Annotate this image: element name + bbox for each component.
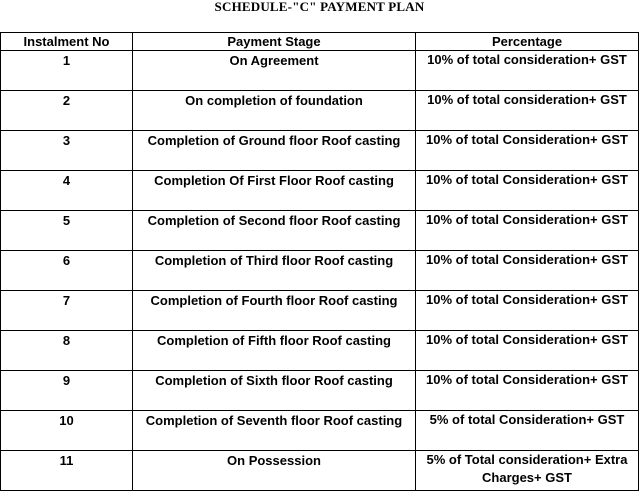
instalment-number: 11 — [1, 451, 133, 491]
table-row — [1, 451, 639, 491]
table-header-row — [1, 33, 639, 51]
instalment-number: 10 — [1, 411, 133, 451]
payment-stage: Completion of Third floor Roof casting — [133, 251, 416, 291]
instalment-number: 2 — [1, 91, 133, 131]
instalment-number: 5 — [1, 211, 133, 251]
payment-percentage: 5% of total Consideration+ GST — [416, 411, 639, 451]
instalment-number: 6 — [1, 251, 133, 291]
table-row — [1, 371, 639, 411]
payment-percentage: 10% of total Consideration+ GST — [416, 171, 639, 211]
instalment-number: 1 — [1, 51, 133, 91]
table-row — [1, 251, 639, 291]
payment-percentage: 10% of total Consideration+ GST — [416, 331, 639, 371]
instalment-number: 8 — [1, 331, 133, 371]
payment-stage: Completion of Fifth floor Roof casting — [133, 331, 416, 371]
table-row — [1, 91, 639, 131]
payment-plan-table — [0, 32, 639, 491]
payment-stage: Completion Of First Floor Roof casting — [133, 171, 416, 211]
payment-stage: On Possession — [133, 451, 416, 491]
payment-stage: Completion of Second floor Roof casting — [133, 211, 416, 251]
table-row — [1, 131, 639, 171]
payment-stage: Completion of Sixth floor Roof casting — [133, 371, 416, 411]
column-header-percentage: Percentage — [416, 33, 639, 51]
instalment-number: 3 — [1, 131, 133, 171]
table-row — [1, 171, 639, 211]
payment-stage: On Agreement — [133, 51, 416, 91]
table-row — [1, 51, 639, 91]
table-row — [1, 211, 639, 251]
instalment-number: 9 — [1, 371, 133, 411]
table-row — [1, 331, 639, 371]
payment-percentage: 10% of total Consideration+ GST — [416, 251, 639, 291]
column-header-payment-stage: Payment Stage — [133, 33, 416, 51]
payment-percentage: 10% of total Consideration+ GST — [416, 211, 639, 251]
instalment-number: 7 — [1, 291, 133, 331]
payment-percentage: 10% of total consideration+ GST — [416, 51, 639, 91]
payment-stage: Completion of Fourth floor Roof casting — [133, 291, 416, 331]
payment-percentage: 5% of Total consideration+ Extra Charges+ GST — [416, 451, 639, 491]
payment-stage: Completion of Ground floor Roof casting — [133, 131, 416, 171]
payment-stage: Completion of Seventh floor Roof casting — [133, 411, 416, 451]
page-title: SCHEDULE-"C" PAYMENT PLAN — [214, 0, 425, 14]
table-row — [1, 291, 639, 331]
column-header-instalment-no: Instalment No — [1, 33, 133, 51]
table-row — [1, 411, 639, 451]
instalment-number: 4 — [1, 171, 133, 211]
payment-percentage: 10% of total Consideration+ GST — [416, 131, 639, 171]
payment-percentage: 10% of total consideration+ GST — [416, 91, 639, 131]
payment-stage: On completion of foundation — [133, 91, 416, 131]
payment-percentage: 10% of total Consideration+ GST — [416, 291, 639, 331]
payment-percentage: 10% of total Consideration+ GST — [416, 371, 639, 411]
